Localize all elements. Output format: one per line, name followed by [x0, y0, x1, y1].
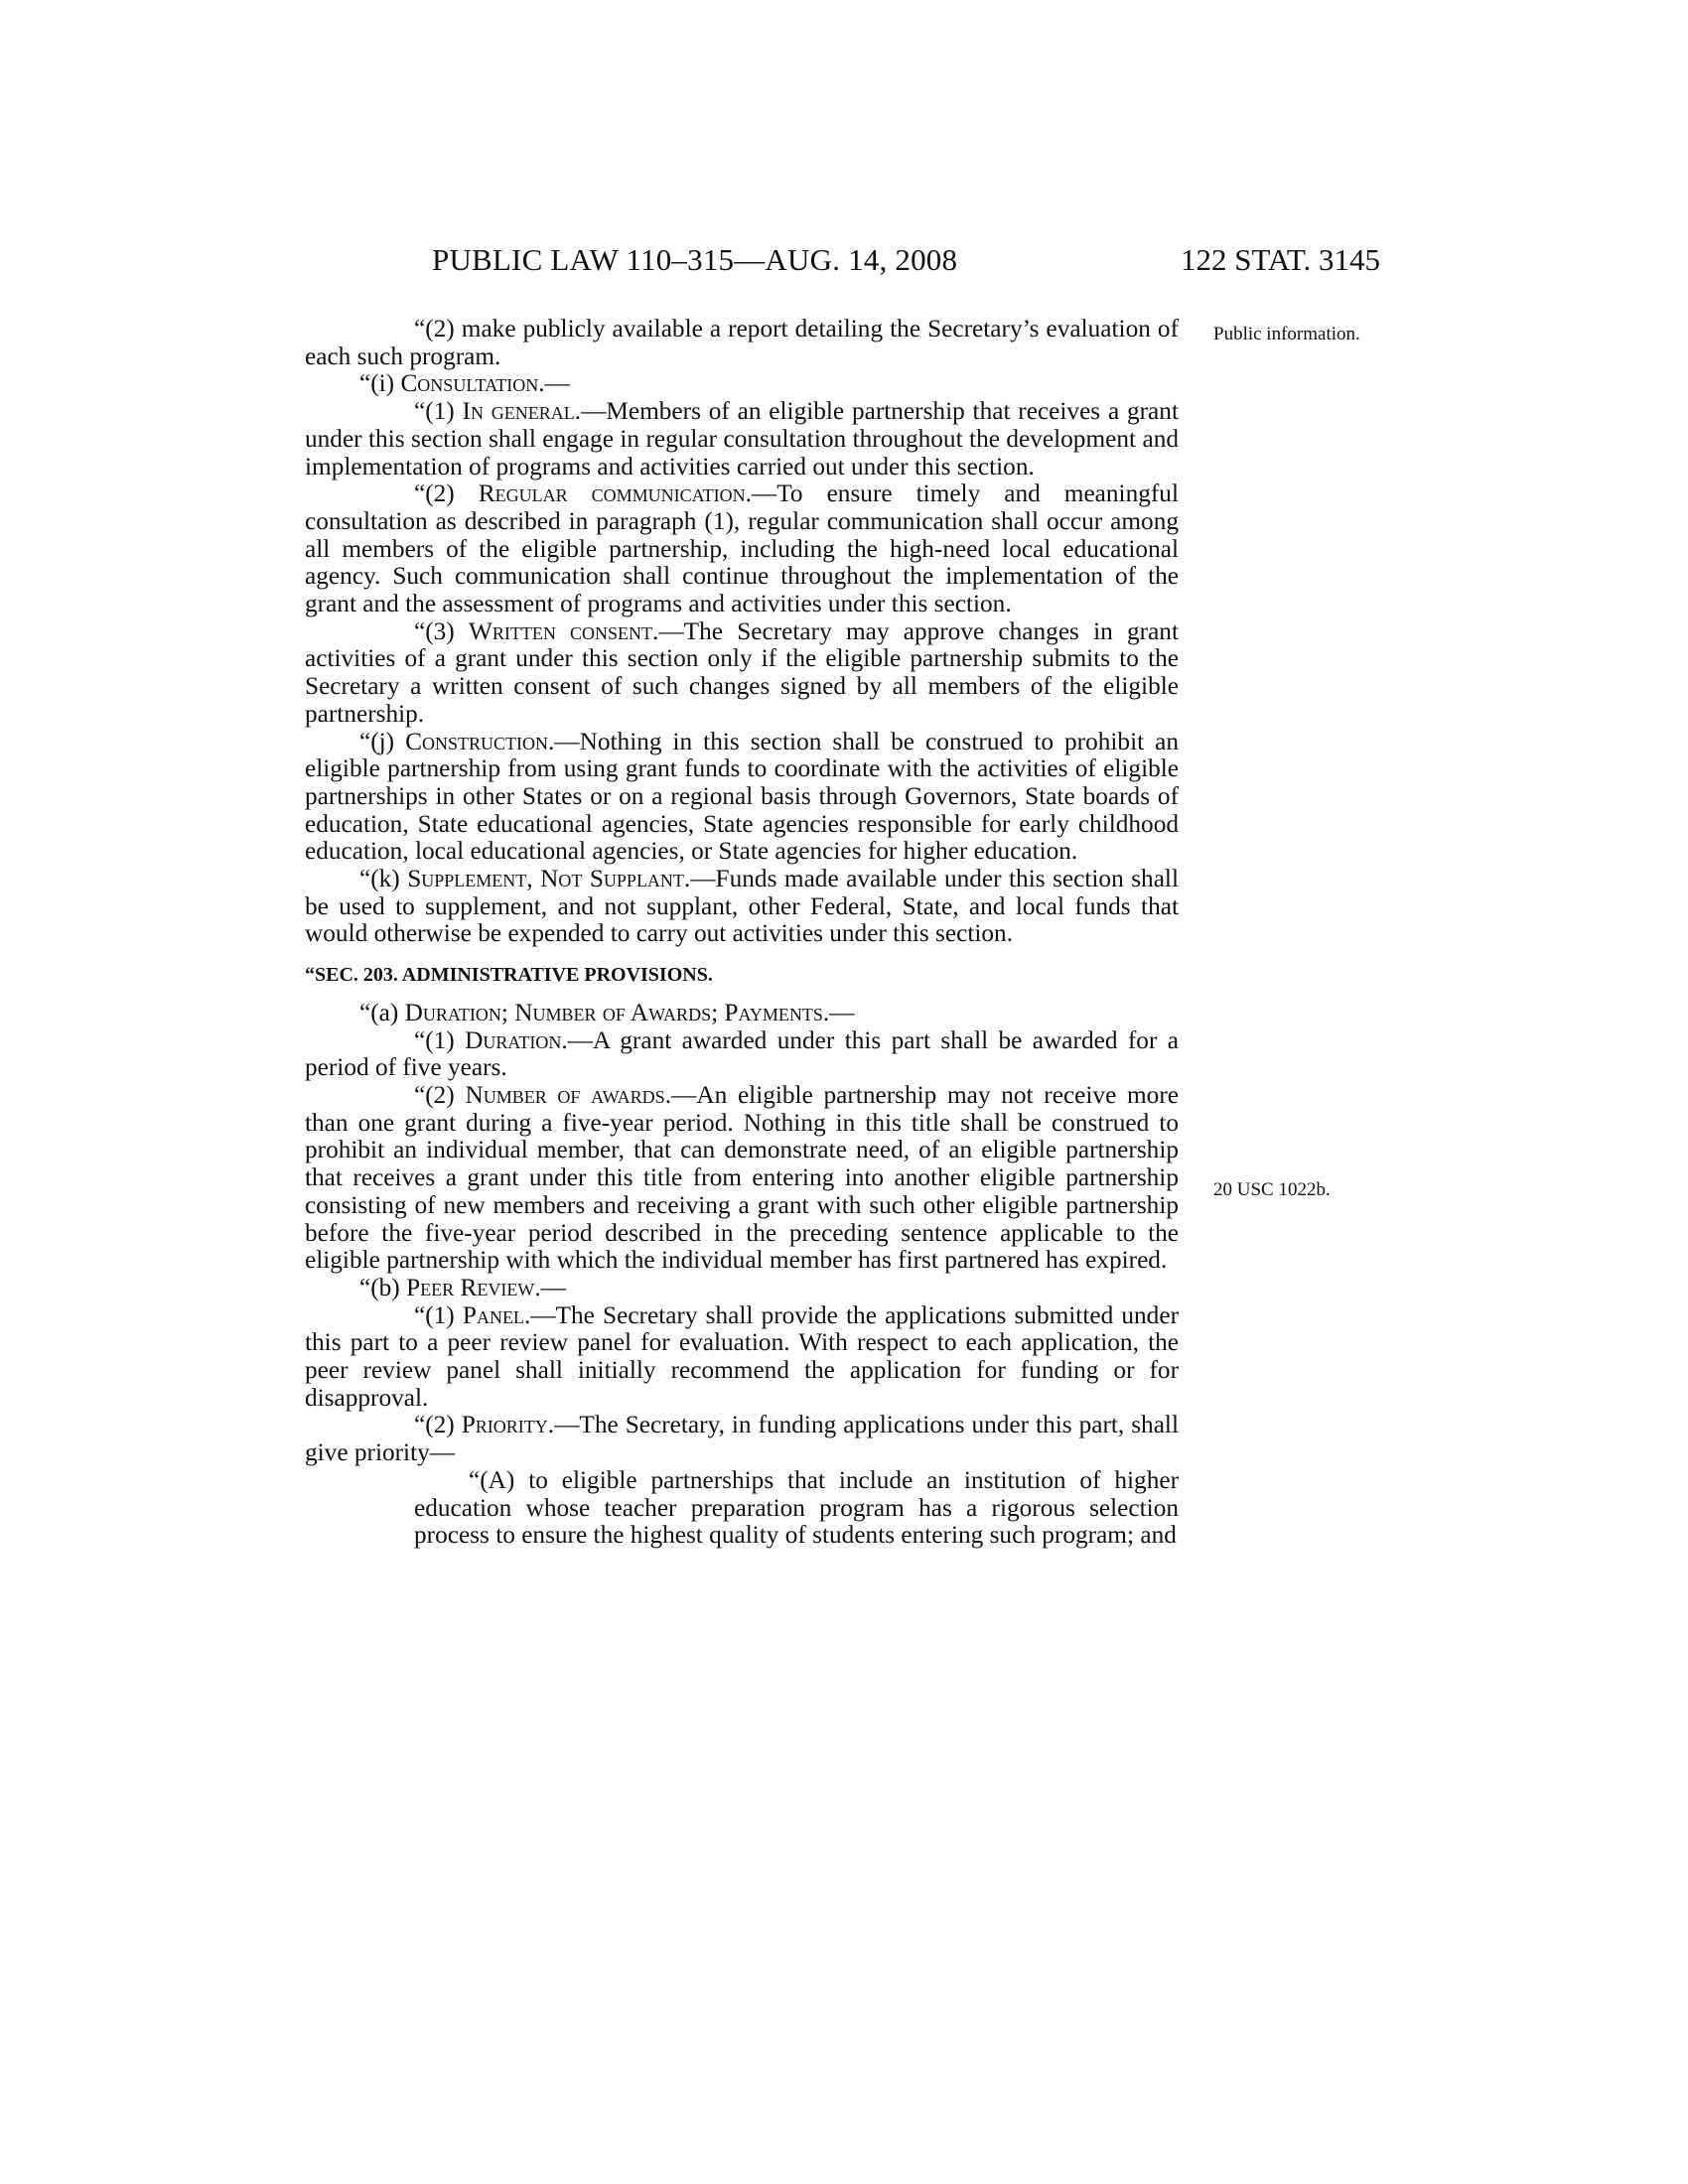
statute-body — [305, 316, 1179, 1550]
paragraph-h2: “(2) make publicly available a report detailing the Secretary’s evaluation of each such program. — [305, 315, 1179, 370]
paragraph-a2: “(2) Number of awards.—An eligible partnership may not receive more than one grant during a five-year period. Nothing in this title shall be construed to prohibit an individual member, that can demonstrate need, of an eligible partnership that receives a grant under this title from entering into another eligible partnership consisting of new members and receiving a grant with such other eligible partnership before the five-year period described in the preceding sentence applicable to the eligible partnership with which the individual member has first partnered has expired. — [305, 1080, 1179, 1275]
paragraph-a1: “(1) Duration.—A grant awarded under this part shall be awarded for a period of five years. — [305, 1025, 1179, 1082]
subsection-b-heading: “(b) Peer Review.— — [359, 1273, 566, 1301]
subsection-k: “(k) Supplement, Not Supplant.—Funds made available under this section shall be used to supplement, and not supplant, other Federal, State, and local funds that would otherwise be expended to carry out activities under this section. — [305, 865, 1179, 948]
paragraph-i1: “(1) In general.—Members of an eligible partnership that receives a grant under this section shall engage in regular consultation throughout the development and implementation of programs and activities carried out under this section. — [305, 397, 1179, 480]
subparagraph-b2A: “(A) to eligible partnerships that include an institution of higher education whose teacher preparation program has a rigorous selection process to ensure the highest quality of students entering such program; and — [414, 1465, 1179, 1550]
paragraph-b1: “(1) Panel.—The Secretary shall provide the applications submitted under this part to a peer review panel for evaluation. With respect to each application, the peer review panel shall initially recommend the application for funding or for disapproval. — [305, 1300, 1179, 1412]
section-203-heading: “SEC. 203. ADMINISTRATIVE PROVISIONS. — [305, 964, 713, 987]
paragraph-i3: “(3) Written consent.—The Secretary may approve changes in grant activities of a grant under this section only if the eligible partnership submits to the Secretary a written consent of such changes signed by all members of the eligible partnership. — [305, 616, 1179, 728]
margin-note-public-information: Public information. — [1213, 324, 1360, 344]
running-header — [432, 242, 1380, 286]
subsection-i-heading: “(i) Consultation.— — [359, 369, 570, 398]
paragraph-i2: “(2) Regular communication.—To ensure timely and meaningful consultation as described in paragraph (1), regular communication shall occur among all members of the eligible partnership, including the high-need local educational agency. Such communication shall continue throughout the implementation of the grant and the assessment of programs and activities under this section. — [305, 479, 1179, 618]
public-law-citation: PUBLIC LAW 110–315—AUG. 14, 2008 — [432, 242, 958, 277]
statute-page-number: 122 STAT. 3145 — [1180, 242, 1380, 277]
subsection-j: “(j) Construction.—Nothing in this section shall be construed to prohibit an eligible partnership from using grant funds to coordinate with the activities of eligible partnerships in other States or on a regional basis through Governors, State boards of education, State educational agencies, State agencies responsible for early childhood education, local educational agencies, or State agencies for higher education. — [305, 727, 1179, 866]
paragraph-b2: “(2) Priority.—The Secretary, in funding applications under this part, shall give priority— — [305, 1411, 1179, 1467]
subsection-a-heading: “(a) Duration; Number of Awards; Payments.— — [359, 998, 855, 1026]
margin-note-usc-citation: 20 USC 1022b. — [1213, 1179, 1331, 1200]
